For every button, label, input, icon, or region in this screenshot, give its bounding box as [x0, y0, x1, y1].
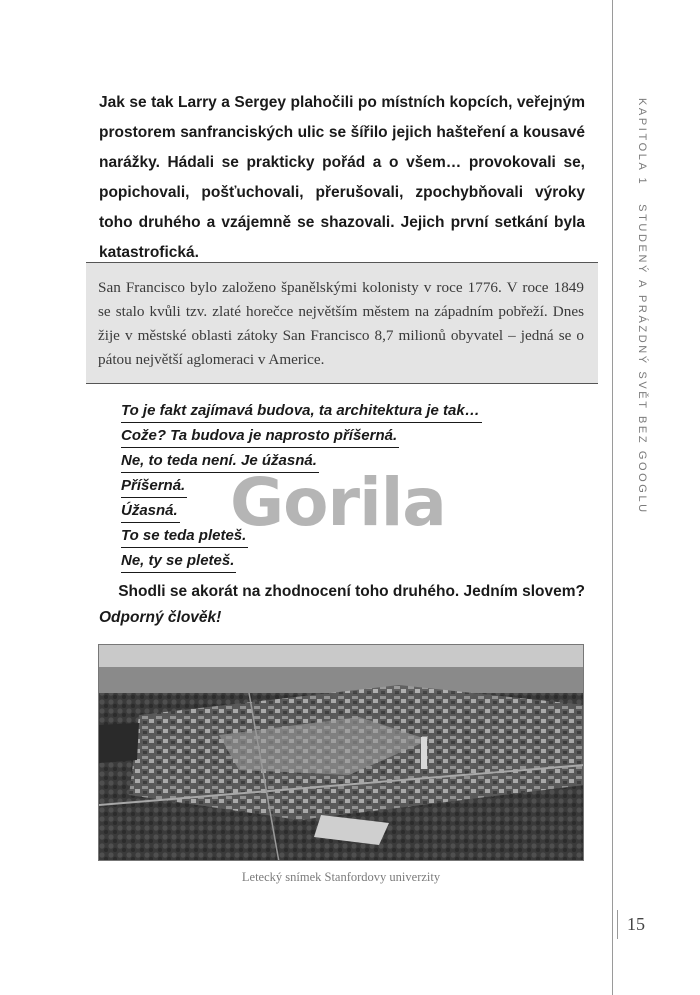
dialogue-line-text: Příšerná.: [121, 475, 187, 498]
margin-rule: [612, 0, 613, 995]
intro-paragraph: Jak se tak Larry a Sergey plahočili po místních kopcích, veřejným prostorem sanfranciských ulic se šířilo jejich hašteření a kousavé narážky. Hádali se prakticky pořád a o všem… provokovali se, popichovali, pošťuchovali, přerušovali, zpochybňovali výroky toho druhého a vzájemně se shazovali. Jejich první setkání byla katastrofická.: [99, 94, 585, 261]
chapter-title: STUDENÝ A PRÁZDNÝ SVĚT BEZ GOOGLU: [636, 204, 648, 515]
dialogue-line-text: Ne, ty se pleteš.: [121, 550, 236, 573]
dialogue-line-text: Cože? Ta budova je naprosto příšerná.: [121, 425, 399, 448]
dialogue-line: [121, 425, 591, 450]
dialogue-line-text: To je fakt zajímavá budova, ta architektura je tak…: [121, 400, 482, 423]
chapter-label: KAPITOLA 1: [636, 98, 648, 187]
verdict: Odporný člověk!: [99, 609, 222, 626]
dialogue-line: [121, 400, 591, 425]
running-header: [620, 98, 648, 598]
dialogue-line-text: Úžasná.: [121, 500, 180, 523]
photo-caption: Letecký snímek Stanfordovy univerzity: [241, 870, 441, 884]
dialogue-line-text: To se teda pleteš.: [121, 525, 248, 548]
dialogue-line-text: Ne, to teda není. Je úžasná.: [121, 450, 319, 473]
watermark-logo: Gorila: [230, 464, 446, 541]
page-number: 15: [617, 910, 654, 939]
aerial-photo: [98, 644, 584, 861]
info-box: [86, 262, 598, 384]
closing-sentence: Shodli se akorát na zhodnocení toho druhého. Jedním slovem?: [118, 583, 585, 600]
dialogue-line: [121, 550, 591, 575]
aerial-photo-image: [99, 645, 584, 861]
info-box-text: San Francisco bylo založeno španělskými kolonisty v roce 1776. V roce 1849 se stalo kvůli tzv. zlaté horečce největším městem na západním pobřeží. Dnes žije v městské oblasti zátoky San Francisco 8,7 milionů obyvatel – jedná se o pátou největší aglomeraci v Americe.: [98, 279, 584, 368]
